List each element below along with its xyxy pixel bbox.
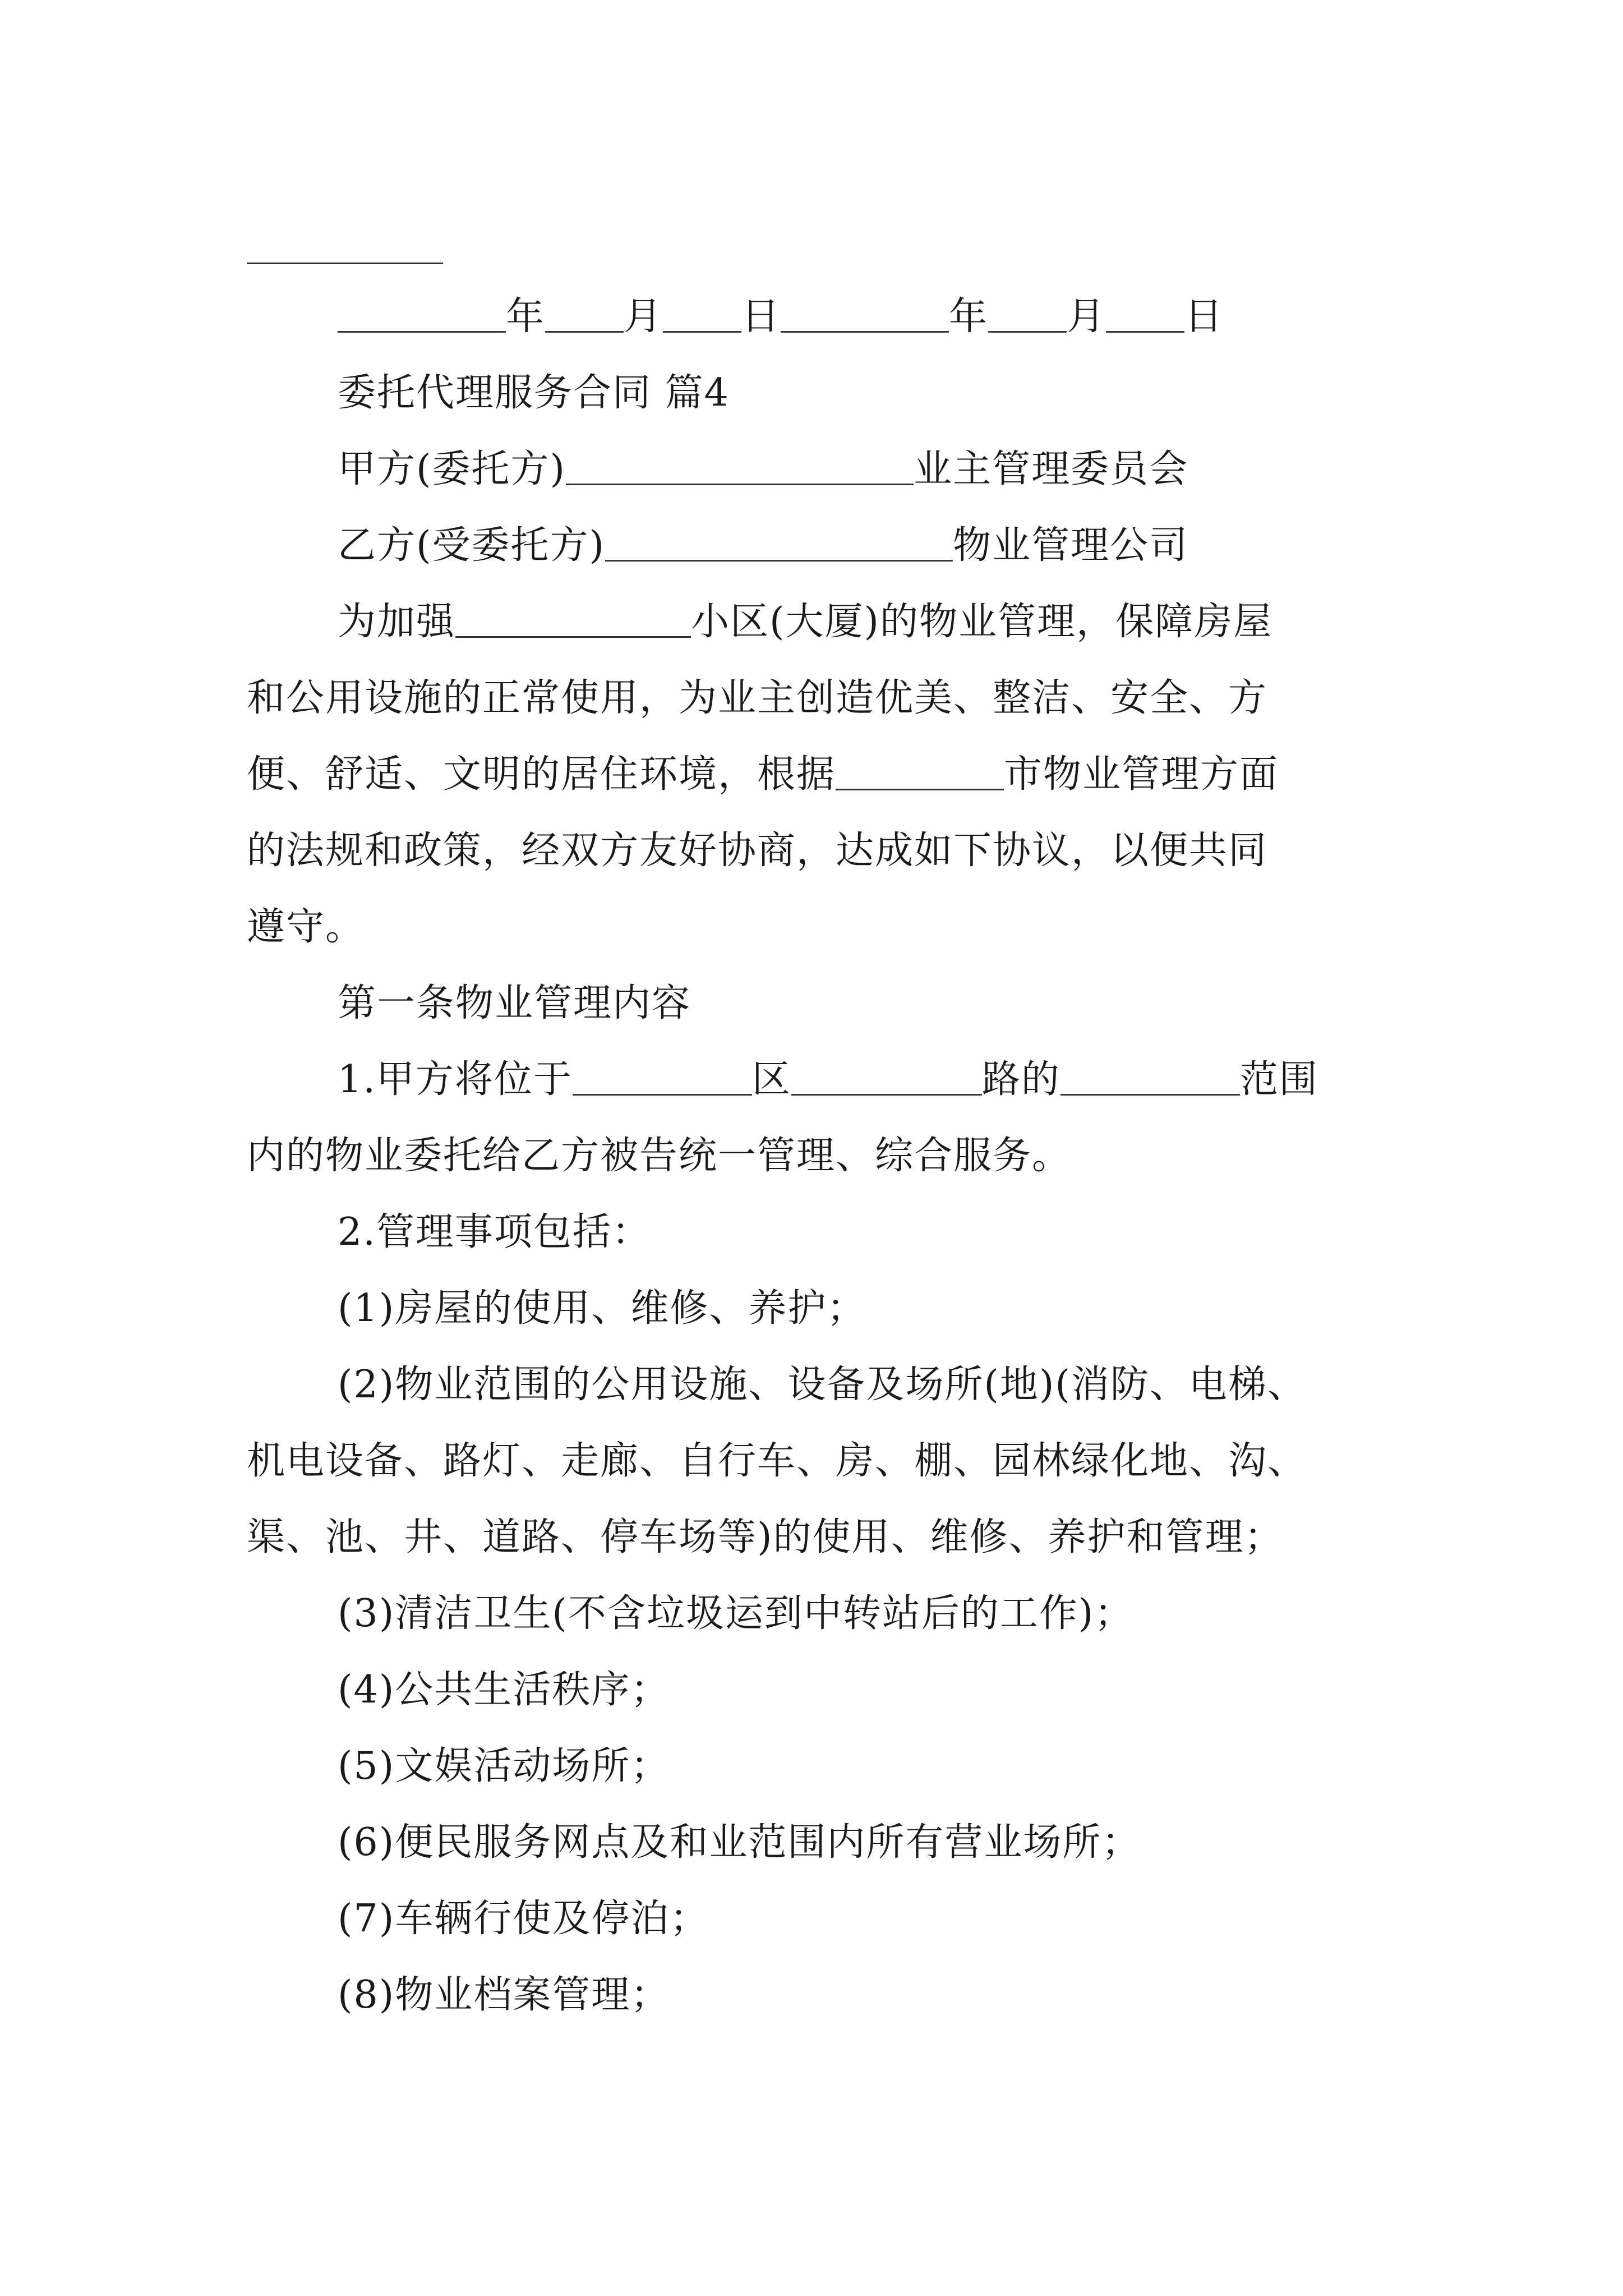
item-1-text-a: 1.甲方将位于 xyxy=(338,1057,573,1102)
sub-item-7: (7)车辆行使及停泊； xyxy=(338,1897,709,1941)
year-label-2: 年 xyxy=(949,295,989,339)
day-label-2: 日 xyxy=(1184,295,1224,339)
top-rule xyxy=(247,263,443,264)
intro-text-3a: 便、舒适、文明的居住环境，根据 xyxy=(247,752,836,797)
intro-line-3 xyxy=(247,749,1402,800)
scope-blank[interactable] xyxy=(1061,1060,1240,1096)
blank-day-2[interactable] xyxy=(1106,297,1184,333)
intro-line-2: 和公用设施的正常使用，为业主创造优美、整洁、安全、方 xyxy=(247,676,1268,720)
city-name-blank[interactable] xyxy=(836,755,1004,790)
article-1-title: 第一条物业管理内容 xyxy=(338,981,691,1025)
blank-year-1[interactable] xyxy=(338,297,506,333)
year-label-1: 年 xyxy=(506,295,546,339)
sub-item-2-line-1: (2)物业范围的公用设施、设备及场所(地)(消防、电梯、 xyxy=(338,1363,1307,1407)
intro-line-4: 的法规和政策，经双方友好协商，达成如下协议，以便共同 xyxy=(247,829,1268,873)
sub-item-6: (6)便民服务网点及和业范围内所有营业场所； xyxy=(338,1820,1141,1865)
community-name-blank[interactable] xyxy=(455,602,691,638)
date-line xyxy=(247,292,1493,342)
party-a-suffix: 业主管理委员会 xyxy=(914,447,1189,491)
article-1-item-2: 2.管理事项包括： xyxy=(338,1210,651,1254)
intro-text-1a: 为加强 xyxy=(338,600,456,644)
blank-month-2[interactable] xyxy=(988,297,1067,333)
sub-item-2-line-2: 机电设备、路灯、走廊、自行车、房、棚、园林绿化地、沟、 xyxy=(247,1439,1307,1483)
district-blank[interactable] xyxy=(573,1060,752,1096)
party-a-blank[interactable] xyxy=(566,450,914,485)
item-1-text-d: 范围 xyxy=(1239,1057,1318,1102)
month-label-1: 月 xyxy=(624,295,663,339)
intro-line-1 xyxy=(247,597,1493,647)
blank-day-1[interactable] xyxy=(663,297,741,333)
section-heading: 委托代理服务合同 篇4 xyxy=(338,371,730,415)
blank-year-2[interactable] xyxy=(781,297,949,333)
intro-line-5: 遵守。 xyxy=(247,905,365,949)
sub-item-5: (5)文娱活动场所； xyxy=(338,1744,670,1788)
item-1-text-b: 区 xyxy=(751,1057,791,1102)
party-b-label: 乙方(受委托方) xyxy=(338,523,606,568)
party-a-label: 甲方(委托方) xyxy=(338,447,566,491)
item-1-text-c: 路的 xyxy=(981,1057,1061,1102)
party-b-blank[interactable] xyxy=(605,526,953,562)
intro-text-3b: 市物业管理方面 xyxy=(1004,752,1279,797)
blank-month-1[interactable] xyxy=(545,297,624,333)
party-b-line xyxy=(247,521,1493,571)
road-blank[interactable] xyxy=(791,1060,982,1096)
sub-item-2-line-3: 渠、池、井、道路、停车场等)的使用、维修、养护和管理； xyxy=(247,1515,1284,1559)
party-b-suffix: 物业管理公司 xyxy=(953,523,1189,568)
article-1-item-1 xyxy=(247,1055,1493,1105)
sub-item-3: (3)清洁卫生(不含垃圾运到中转站后的工作)； xyxy=(338,1591,1134,1636)
article-1-item-1-line-2: 内的物业委托给乙方被告统一管理、综合服务。 xyxy=(247,1134,1072,1178)
sub-item-4: (4)公共生活秩序； xyxy=(338,1668,670,1712)
day-label-1: 日 xyxy=(741,295,781,339)
sub-item-1: (1)房屋的使用、维修、养护； xyxy=(338,1286,866,1331)
sub-item-8: (8)物业档案管理； xyxy=(338,1973,670,2017)
month-label-2: 月 xyxy=(1067,295,1106,339)
intro-text-1b: 小区(大厦)的物业管理，保障房屋 xyxy=(691,600,1273,644)
party-a-line xyxy=(247,444,1493,495)
